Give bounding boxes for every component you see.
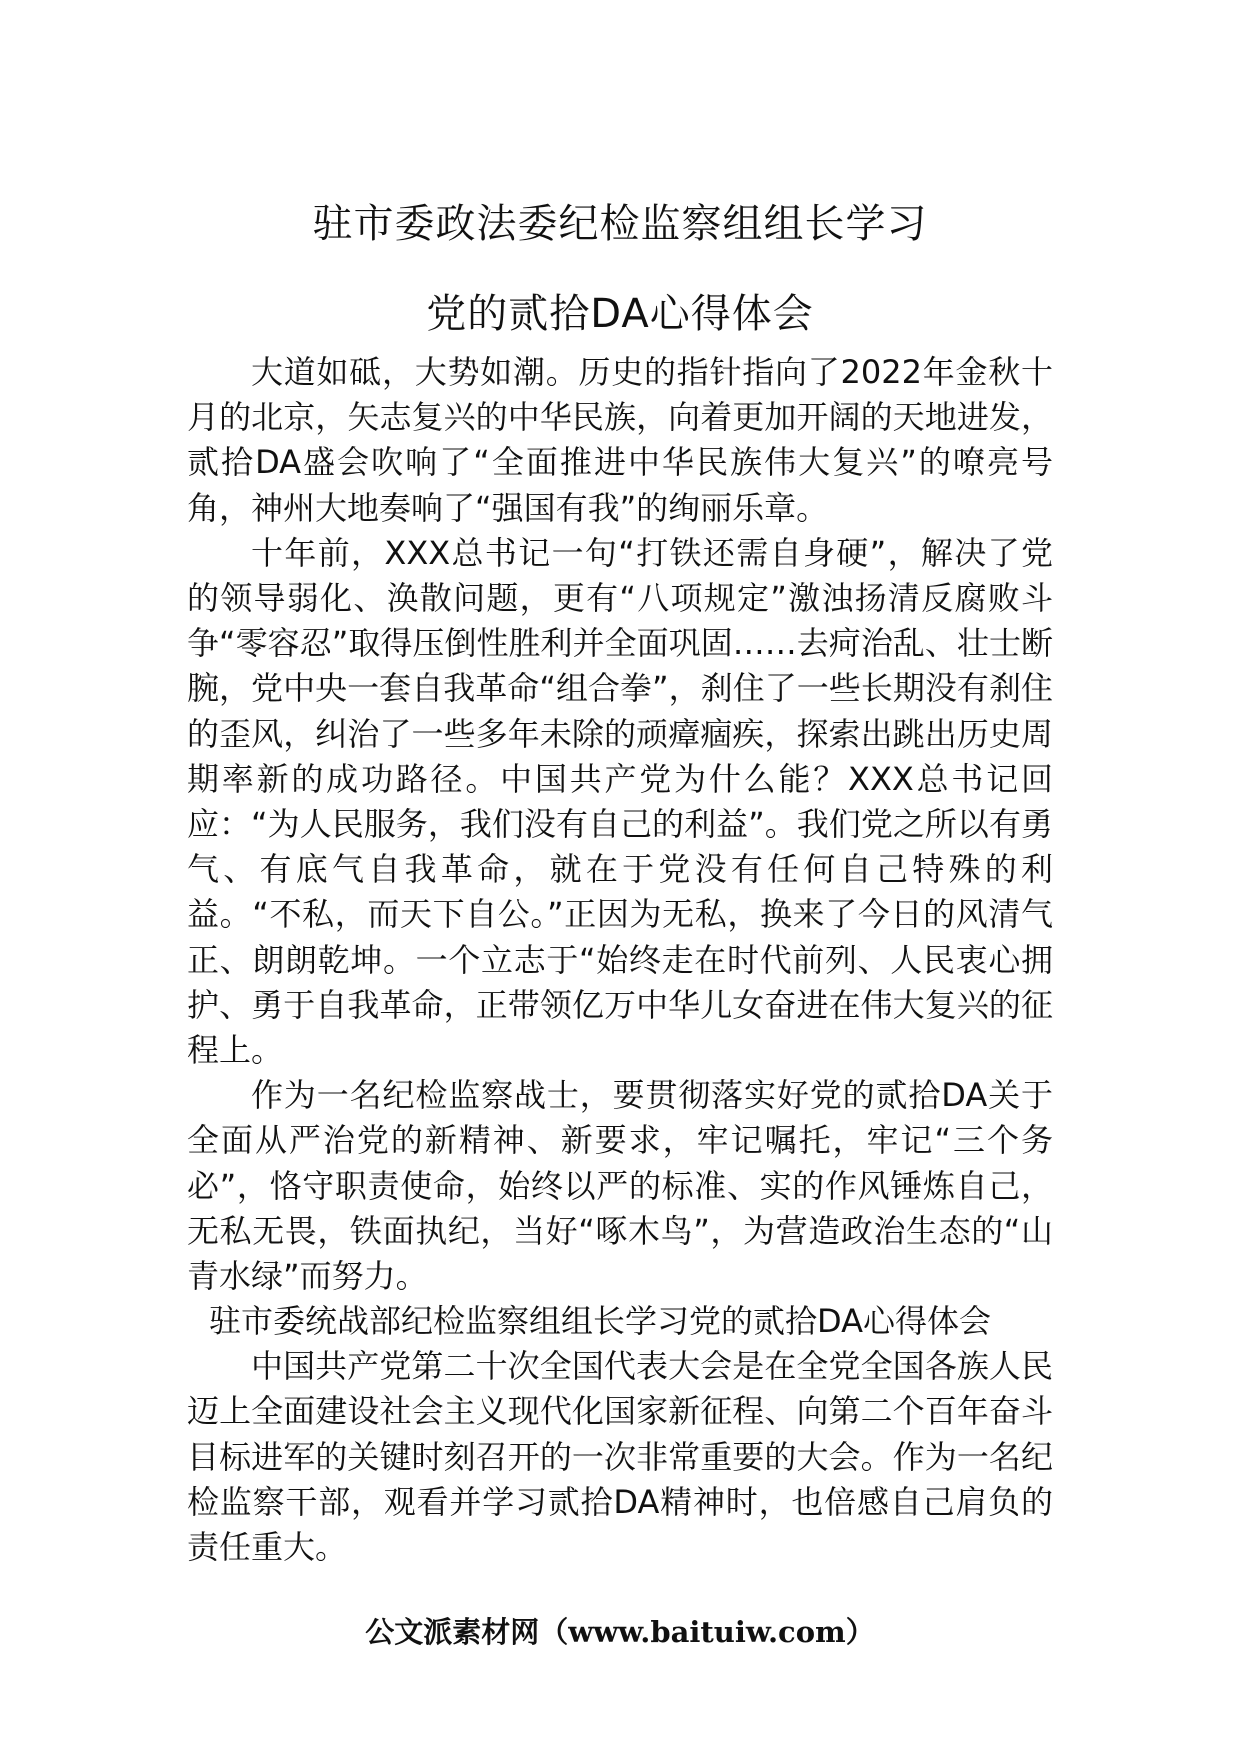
body-paragraph-3: 作为一名纪检监察战士，要贯彻落实好党的贰拾DA关于全面从严治党的新精神、新要求，牢记嘱托，牢记“三个务必”，恪守职责使命，始终以严的标准、实的作风锤炼自己，无私无畏，铁面执纪，当好“啄木鸟”，为营造政治生态的“山青水绿”而努力。 (187, 1076, 1053, 1296)
body-paragraph-1: 大道如砥，大势如潮。历史的指针指向了2022年金秋十月的北京，矢志复兴的中华民族，向着更加开阔的天地进发，贰拾DA盛会吹响了“全面推进中华民族伟大复兴”的嘹亮号角，神州大地奏响了“强国有我”的绚丽乐章。 (187, 353, 1053, 527)
document-title-line-2: 党的贰拾DA心得体会 (426, 291, 814, 337)
body-paragraph-4: 中国共产党第二十次全国代表大会是在全党全国各族人民迈上全面建设社会主义现代化国家新征程、向第二个百年奋斗目标进军的关键时刻召开的一次非常重要的大会。作为一名纪检监察干部，观看并学习贰拾DA精神时，也倍感自己肩负的责任重大。 (187, 1347, 1053, 1567)
section-subheading: 驻市委统战部纪检监察组组长学习党的贰拾DA心得体会 (209, 1302, 991, 1341)
body-paragraph-2: 十年前，XXX总书记一句“打铁还需自身硬”，解决了党的领导弱化、涣散问题，更有“八项规定”激浊扬清反腐败斗争“零容忍”取得压倒性胜利并全面巩固……去疴治乱、壮士断腕，党中央一套自我革命“组合拳”，刹住了一些长期没有刹住的歪风，纠治了一些多年未除的顽瘴痼疾，探索出跳出历史周期率新的成功路径。中国共产党为什么能？XXX总书记回应：“为人民服务，我们没有自己的利益”。我们党之所以有勇气、有底气自我革命，就在于党没有任何自己特殊的利益。“不私，而天下自公。”正因为无私，换来了今日的风清气正、朗朗乾坤。一个立志于“始终走在时代前列、人民衷心拥护、勇于自我革命，正带领亿万中华儿女奋进在伟大复兴的征程上。 (187, 533, 1053, 1070)
document-body (187, 350, 1053, 1570)
document-title-line-1: 驻市委政法委纪检监察组组长学习 (312, 201, 928, 247)
source-footer: 公文派素材网（www.baituiw.com） (365, 1615, 875, 1649)
